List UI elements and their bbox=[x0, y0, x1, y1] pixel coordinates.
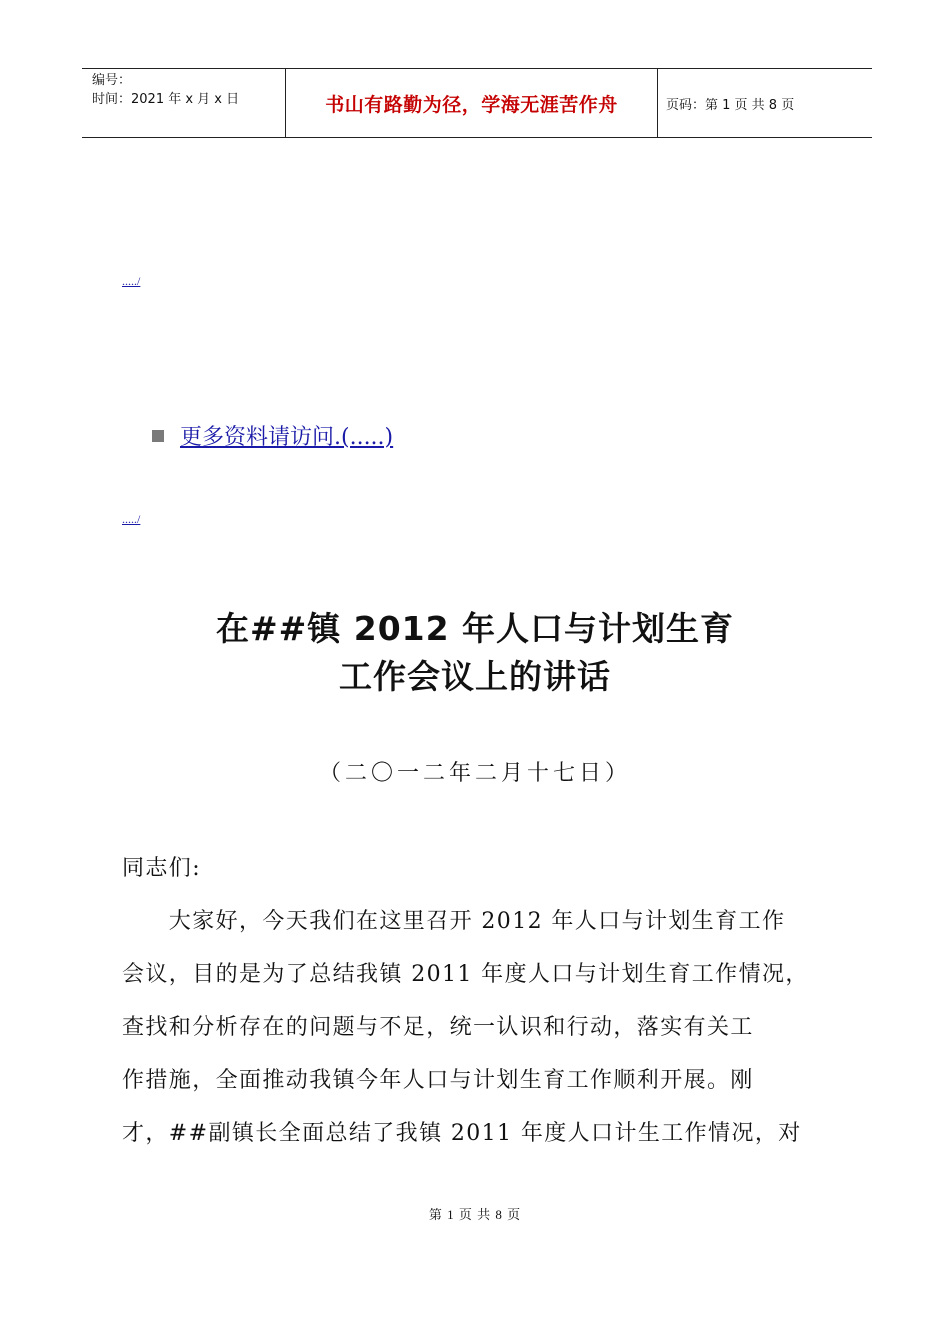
document-title-line1: 在##镇 2012 年人口与计划生育 bbox=[215, 609, 735, 648]
document-header bbox=[82, 68, 872, 138]
body-line: 查找和分析存在的问题与不足，统一认识和行动，落实有关工 bbox=[122, 1015, 754, 1040]
document-title-line2: 工作会议上的讲话 bbox=[339, 657, 611, 696]
header-page-info: 页码：第 1 页 共 8 页 bbox=[666, 97, 795, 113]
salutation: 同志们: bbox=[122, 856, 202, 881]
page-footer: 第 1 页 共 8 页 bbox=[428, 1207, 522, 1222]
body-line: 大家好，今天我们在这里召开 2012 年人口与计划生育工作 bbox=[122, 909, 786, 934]
top-link[interactable]: ...../ bbox=[122, 274, 141, 288]
document-number-label: 编号： bbox=[92, 73, 132, 88]
speech-date: （二〇一二年二月十七日） bbox=[318, 761, 631, 786]
document-body bbox=[122, 842, 834, 1160]
bottom-link[interactable]: ...../ bbox=[122, 512, 141, 526]
body-line: 才，##副镇长全面总结了我镇 2011 年度人口计生工作情况，对 bbox=[122, 1121, 802, 1146]
body-line: 会议，目的是为了总结我镇 2011 年度人口与计划生育工作情况， bbox=[122, 962, 809, 987]
header-motto: 书山有路勤为径，学海无涯苦作舟 bbox=[285, 69, 658, 137]
document-time-label: 时间：2021 年 x 月 x 日 bbox=[92, 92, 240, 107]
header-meta bbox=[82, 69, 285, 137]
square-bullet-icon bbox=[152, 430, 164, 442]
more-resources-item bbox=[152, 420, 393, 451]
body-line: 作措施，全面推动我镇今年人口与计划生育工作顺利开展。刚 bbox=[122, 1068, 754, 1093]
more-resources-link[interactable]: 更多资料请访问.(.....) bbox=[180, 425, 394, 450]
